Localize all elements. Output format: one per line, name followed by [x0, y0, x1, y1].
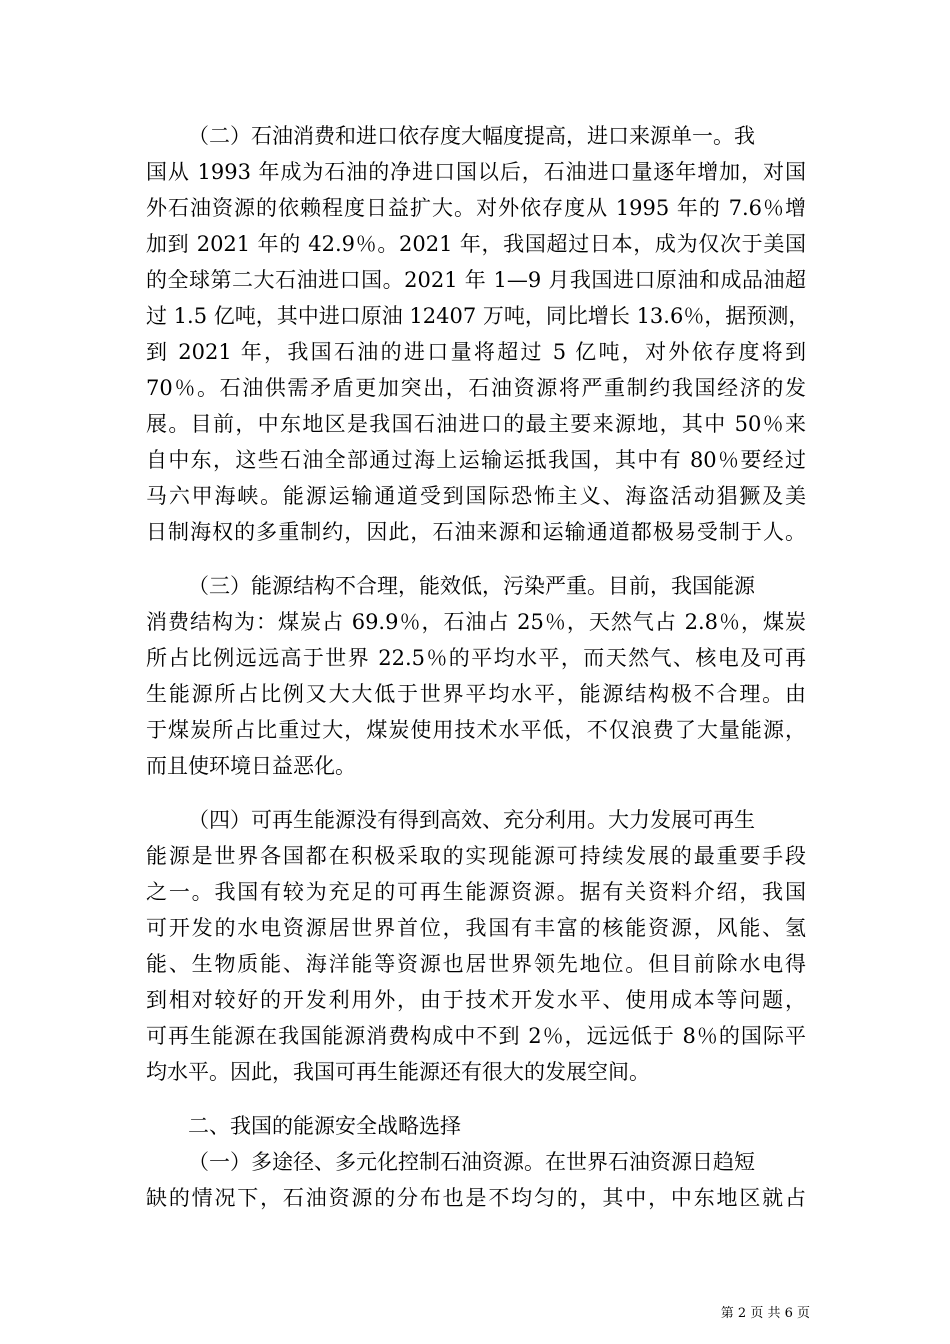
paragraph-1-line-2: 国从 1993 年成为石油的净进口国以后，石油进口量逐年增加，对国 — [146, 160, 806, 184]
paragraph-5-line-2: 缺的情况下，石油资源的分布也是不均匀的，其中，中东地区就占 — [146, 1186, 806, 1210]
paragraph-3-line-8: 均水平。因此，我国可再生能源还有很大的发展空间。 — [146, 1060, 650, 1084]
paragraph-1-line-3: 外石油资源的依赖程度日益扩大。对外依存度从 1995 年的 7.6％增 — [146, 196, 806, 220]
paragraph-1-line-11: 马六甲海峡。能源运输通道受到国际恐怖主义、海盗活动猖獗及美 — [146, 484, 806, 508]
paragraph-2-line-6: 而且使环境日益恶化。 — [146, 754, 356, 778]
paragraph-3-line-4: 可开发的水电资源居世界首位，我国有丰富的核能资源，风能、氢 — [146, 916, 806, 940]
paragraph-2-line-4: 生能源所占比例又大大低于世界平均水平，能源结构极不合理。由 — [146, 682, 806, 706]
paragraph-1-line-12: 日制海权的多重制约，因此，石油来源和运输通道都极易受制于人。 — [146, 520, 806, 544]
paragraph-1-line-10: 自中东，这些石油全部通过海上运输运抵我国，其中有 80％要经过 — [146, 448, 806, 472]
paragraph-1-line-7: 到 2021 年，我国石油的进口量将超过 5 亿吨，对外依存度将到 — [146, 340, 806, 364]
paragraph-2-line-1: （三）能源结构不合理，能效低，污染严重。目前，我国能源 — [188, 574, 755, 598]
paragraph-2-line-2: 消费结构为：煤炭占 69.9％，石油占 25％，天然气占 2.8％，煤炭 — [146, 610, 806, 634]
paragraph-2-line-5: 于煤炭所占比重过大，煤炭使用技术水平低，不仅浪费了大量能源， — [146, 718, 806, 742]
paragraph-1-line-1: （二）石油消费和进口依存度大幅度提高，进口来源单一。我 — [188, 124, 755, 148]
paragraph-3-line-1: （四）可再生能源没有得到高效、充分利用。大力发展可再生 — [188, 808, 755, 832]
paragraph-3-line-6: 到相对较好的开发利用外，由于技术开发水平、使用成本等问题， — [146, 988, 806, 1012]
paragraph-1-line-9: 展。目前，中东地区是我国石油进口的最主要来源地，其中 50％来 — [146, 412, 806, 436]
paragraph-3-line-3: 之一。我国有较为充足的可再生能源资源。据有关资料介绍，我国 — [146, 880, 806, 904]
paragraph-5-line-1: （一）多途径、多元化控制石油资源。在世界石油资源日趋短 — [188, 1150, 755, 1174]
paragraph-2-line-3: 所占比例远远高于世界 22.5％的平均水平，而天然气、核电及可再 — [146, 646, 806, 670]
section-heading: 二、我国的能源安全战略选择 — [188, 1114, 461, 1138]
paragraph-1-line-5: 的全球第二大石油进口国。2021 年 1—9 月我国进口原油和成品油超 — [146, 268, 806, 292]
paragraph-1-line-6: 过 1.5 亿吨，其中进口原油 12407 万吨，同比增长 13.6％，据预测， — [146, 304, 810, 328]
paragraph-3-line-7: 可再生能源在我国能源消费构成中不到 2％，远远低于 8％的国际平 — [146, 1024, 806, 1048]
paragraph-1-line-4: 加到 2021 年的 42.9％。2021 年，我国超过日本，成为仅次于美国 — [146, 232, 806, 256]
paragraph-1-line-8: 70％。石油供需矛盾更加突出，石油资源将严重制约我国经济的发 — [146, 376, 806, 400]
paragraph-3-line-2: 能源是世界各国都在积极采取的实现能源可持续发展的最重要手段 — [146, 844, 806, 868]
page-number: 第 2 页 共 6 页 — [720, 1306, 810, 1321]
paragraph-3-line-5: 能、生物质能、海洋能等资源也居世界领先地位。但目前除水电得 — [146, 952, 806, 976]
